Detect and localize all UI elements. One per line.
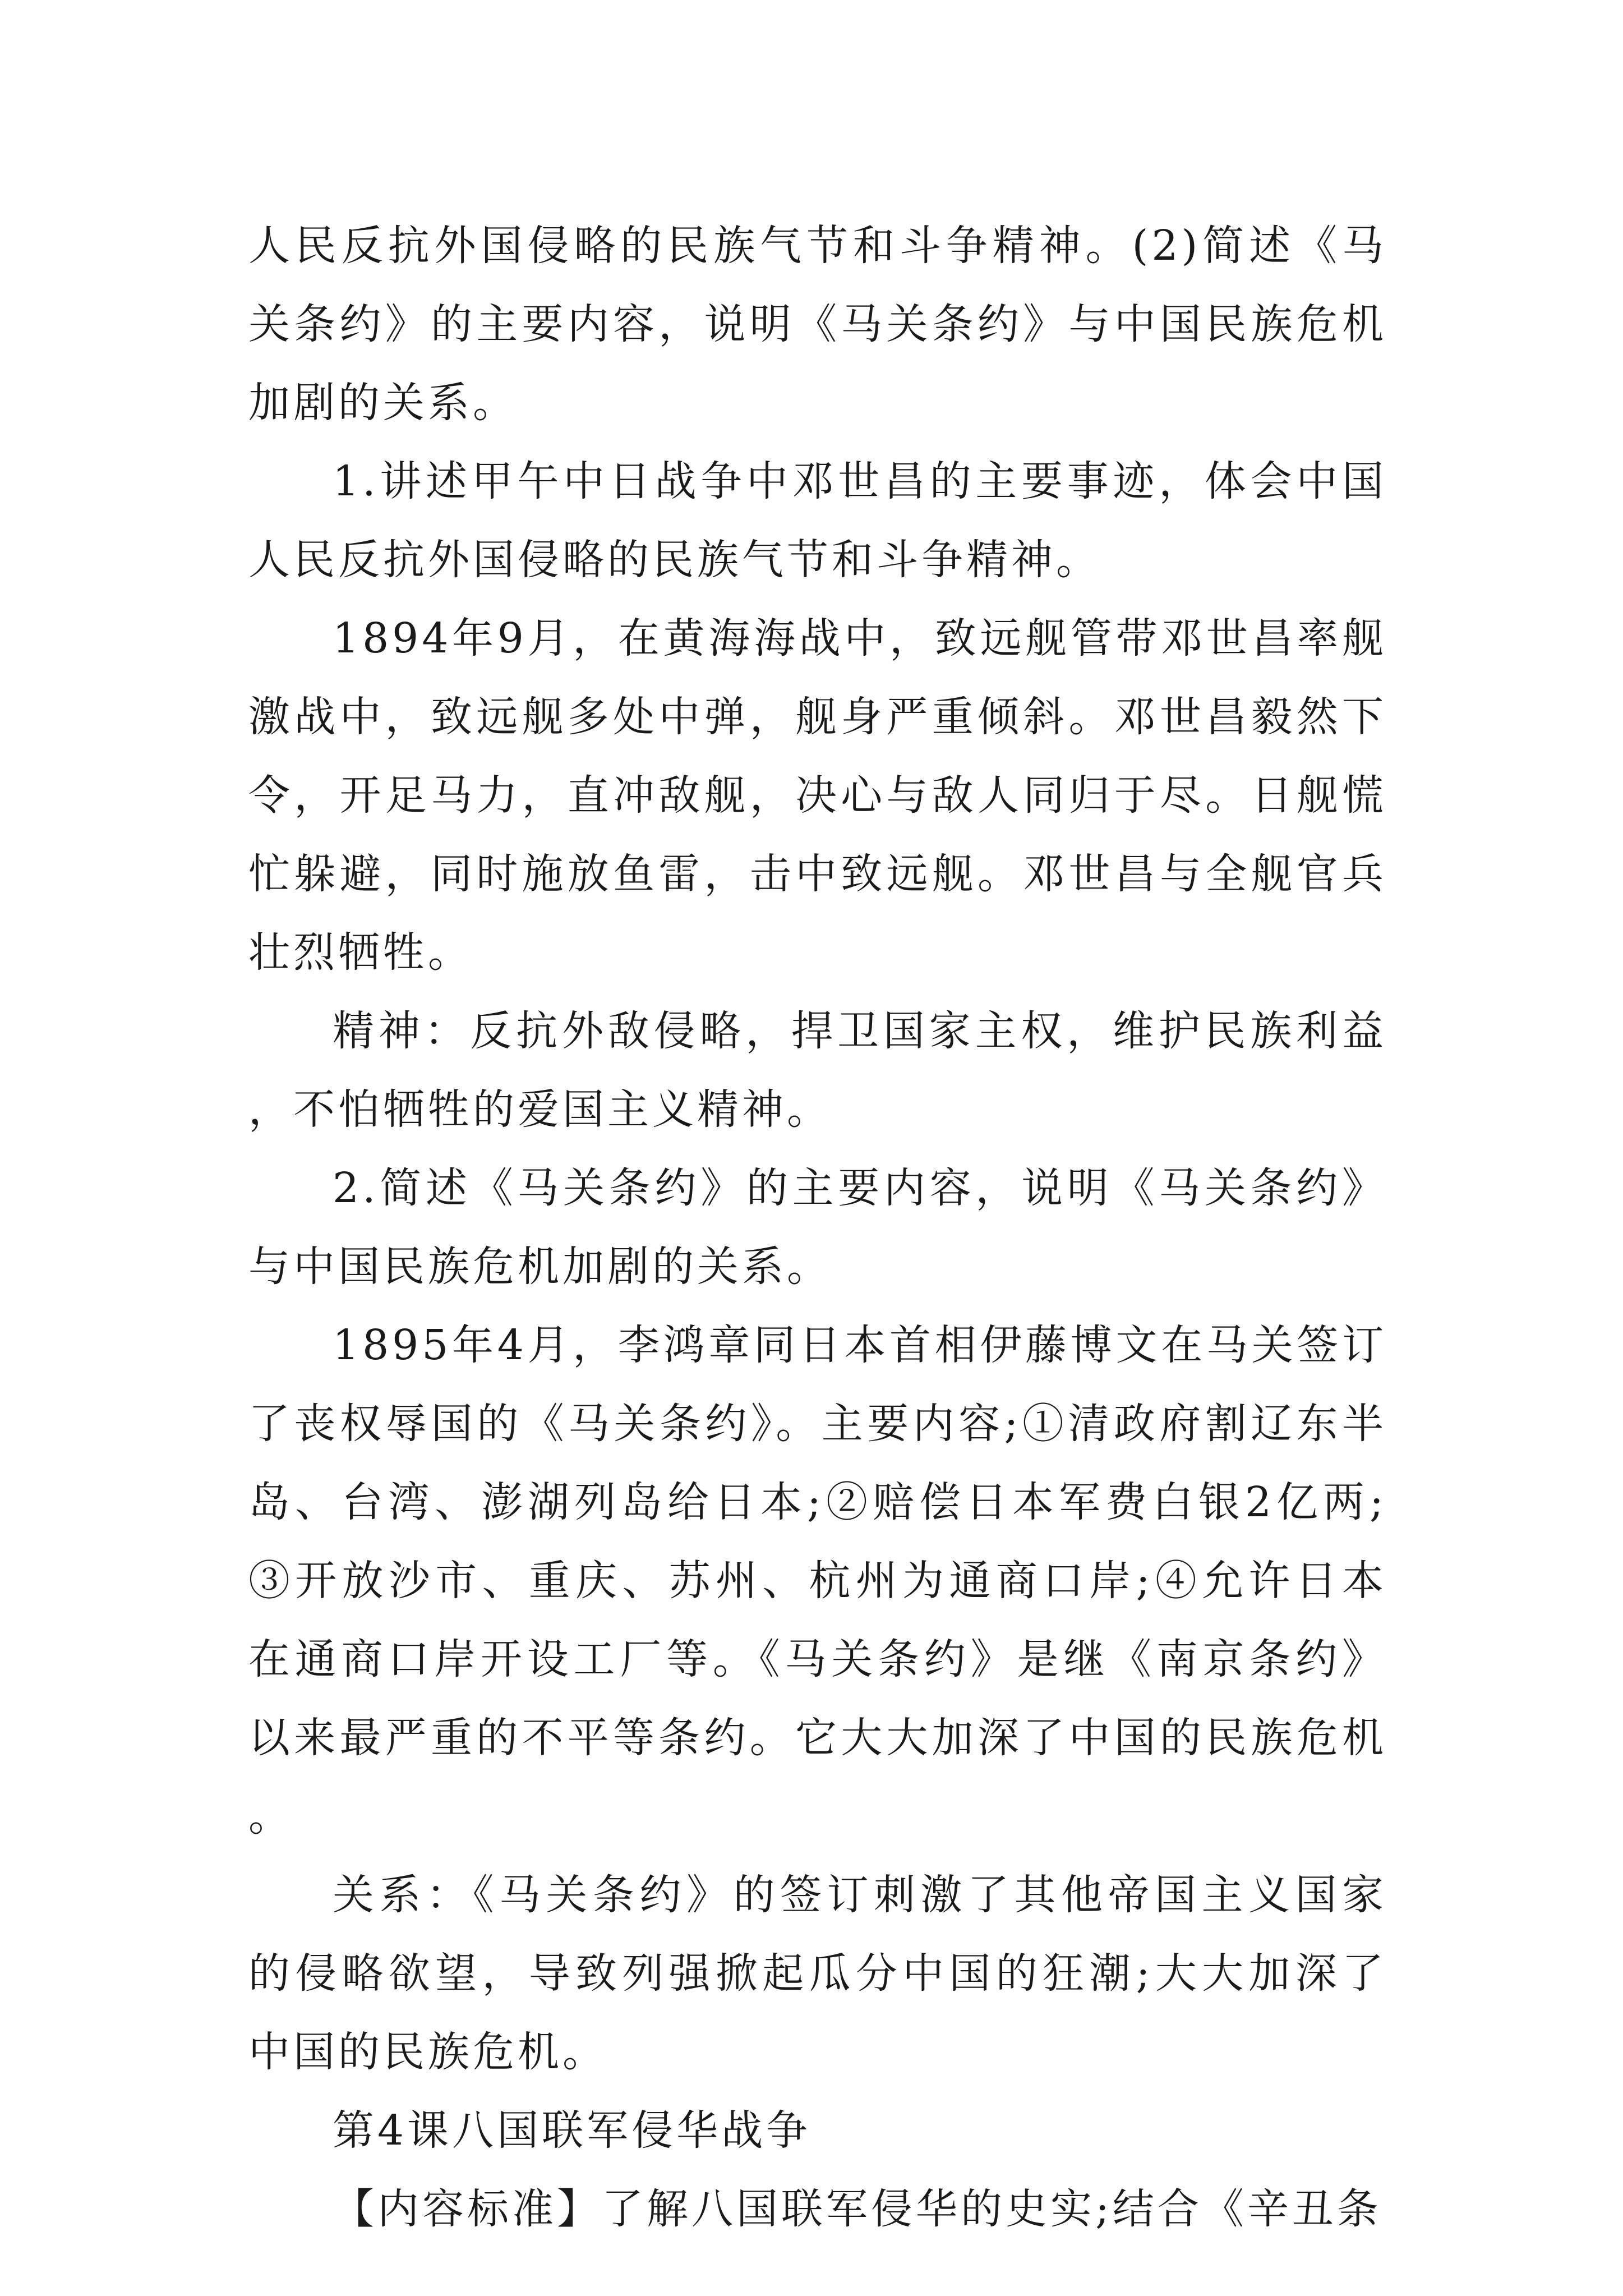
paragraph-question-1: 1.讲述甲午中日战争中邓世昌的主要事迹，体会中国人民反抗外国侵略的民族气节和斗争精神。 bbox=[248, 457, 1387, 584]
paragraph-treaty-content: 1895年4月，李鸿章同日本首相伊藤博文在马关签订了丧权辱国的《马关条约》。主要内容;①清政府割辽东半岛、台湾、澎湖列岛给日本;②赔偿日本军费白银2亿两;③开放沙市、重庆、苏州、杭州为通商口岸;④允许日本在通商口岸开设工厂等。《马关条约》是继《南京条约》以来最严重的不平等条约。它大大加深了中国的民族危机。 bbox=[248, 1321, 1387, 1841]
paragraph-deng-shichang: 1894年9月，在黄海海战中，致远舰管带邓世昌率舰激战中，致远舰多处中弹，舰身严重倾斜。邓世昌毅然下令，开足马力，直冲敌舰，决心与敌人同归于尽。日舰慌忙躲避，同时施放鱼雷，击中致远舰。邓世昌与全舰官兵壮烈牺牲。 bbox=[248, 614, 1387, 977]
lesson-heading: 第4课八国联军侵华战争 bbox=[333, 2106, 811, 2155]
paragraph-continuation: 人民反抗外国侵略的民族气节和斗争精神。(2)简述《马关条约》的主要内容，说明《马关条约》与中国民族危机加剧的关系。 bbox=[248, 222, 1387, 427]
paragraph-spirit: 精神：反抗外敌侵略，捍卫国家主权，维护民族利益，不怕牺牲的爱国主义精神。 bbox=[248, 1007, 1387, 1134]
document-body bbox=[248, 206, 1387, 2248]
paragraph-question-2: 2.简述《马关条约》的主要内容，说明《马关条约》与中国民族危机加剧的关系。 bbox=[248, 1164, 1387, 1291]
paragraph-content-standard: 【内容标准】了解八国联军侵华的史实;结合《辛丑条 bbox=[333, 2185, 1382, 2233]
paragraph-relation: 关系：《马关条约》的签订刺激了其他帝国主义国家的侵略欲望，导致列强掀起瓜分中国的狂潮;大大加深了中国的民族危机。 bbox=[248, 1871, 1387, 2076]
